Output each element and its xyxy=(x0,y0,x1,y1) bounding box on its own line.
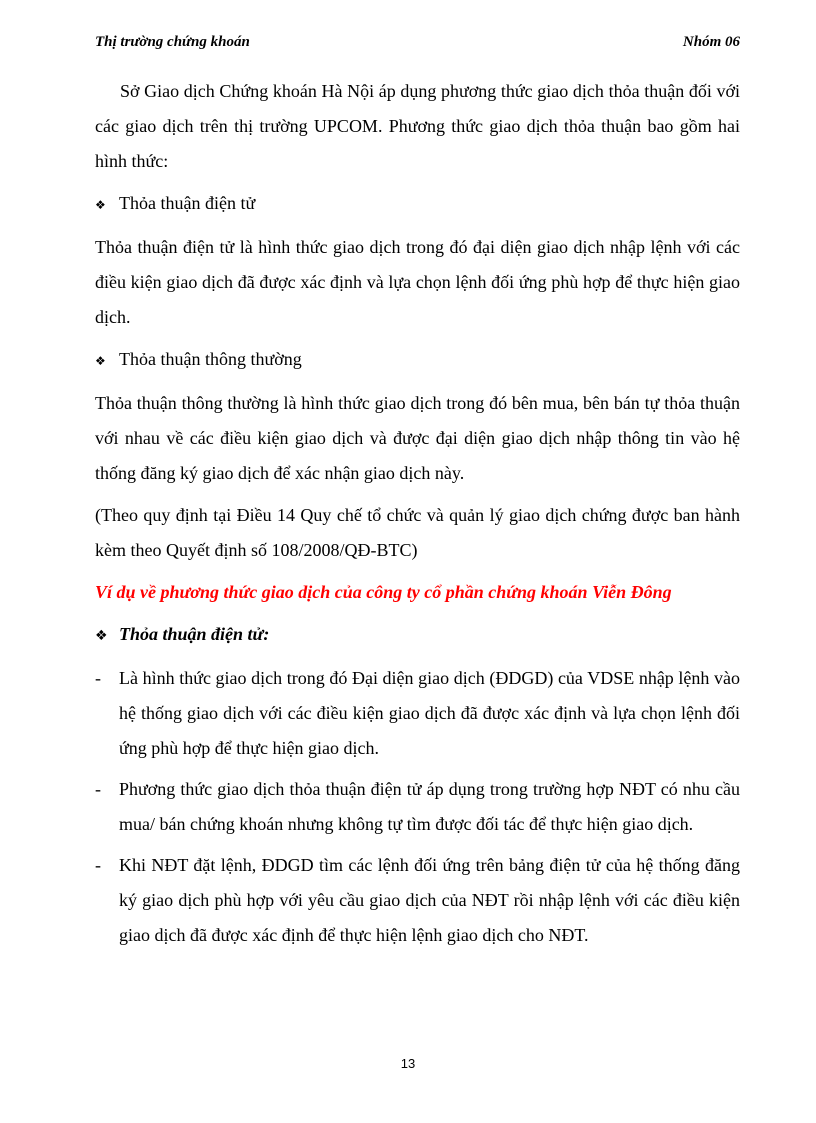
electronic-description: Thỏa thuận điện tử là hình thức giao dịch trong đó đại diện giao dịch nhập lệnh với các điều kiện giao dịch đã được xác định và lựa chọn lệnh đối ứng phù hợp để thực hiện giao dịch. xyxy=(95,237,740,327)
diamond-bullet-icon: ❖ xyxy=(95,628,108,644)
list-item-text: Khi NĐT đặt lệnh, ĐDGD tìm các lệnh đối ứng trên bảng điện tử của hệ thống đăng ký giao dịch phù hợp với yêu cầu giao dịch của NĐT rồi nhập lệnh với các điều kiện giao dịch đã được xác định để thực hiện lệnh giao dịch cho NĐT. xyxy=(119,855,740,945)
header-group: Nhóm 06 xyxy=(682,34,740,50)
normal-description: Thỏa thuận thông thường là hình thức giao dịch trong đó bên mua, bên bán tự thỏa thuận với nhau về các điều kiện giao dịch và được đại diện giao dịch nhập thông tin vào hệ thống đăng ký giao dịch để xác nhận giao dịch này. xyxy=(95,393,740,483)
example-subheading-label: Thỏa thuận điện tử: xyxy=(119,624,270,644)
list-item xyxy=(95,772,740,842)
bullet-normal xyxy=(95,342,740,379)
list-item xyxy=(95,848,740,953)
page-content xyxy=(95,74,740,959)
bullet-electronic xyxy=(95,186,740,223)
bullet-electronic-label: Thỏa thuận điện tử xyxy=(119,193,256,213)
dash-marker: - xyxy=(95,779,101,799)
citation-paragraph: (Theo quy định tại Điều 14 Quy chế tổ chức và quản lý giao dịch chứng được ban hành kèm theo Quyết định số 108/2008/QĐ-BTC) xyxy=(95,505,740,560)
list-item-text: Phương thức giao dịch thỏa thuận điện tử áp dụng trong trường hợp NĐT có nhu cầu mua/ bán chứng khoán nhưng không tự tìm được đối tác để thực hiện giao dịch. xyxy=(119,779,740,834)
header-title: Thị trường chứng khoán xyxy=(95,34,250,50)
list-item xyxy=(95,661,740,766)
dash-marker: - xyxy=(95,668,101,688)
diamond-bullet-icon: ❖ xyxy=(95,354,106,368)
list-item-text: Là hình thức giao dịch trong đó Đại diện giao dịch (ĐDGD) của VDSE nhập lệnh vào hệ thống giao dịch với các điều kiện giao dịch đã được xác định và lựa chọn lệnh đối ứng phù hợp để thực hiện giao dịch. xyxy=(119,668,740,758)
diamond-bullet-icon: ❖ xyxy=(95,198,106,212)
page-header xyxy=(95,34,740,56)
page-number: 13 xyxy=(400,1056,416,1071)
intro-paragraph: Sở Giao dịch Chứng khoán Hà Nội áp dụng phương thức giao dịch thỏa thuận đối với các giao dịch trên thị trường UPCOM. Phương thức giao dịch thỏa thuận bao gồm hai hình thức: xyxy=(95,81,740,171)
example-title: Ví dụ về phương thức giao dịch của công ty cổ phần chứng khoán Viễn Đông xyxy=(95,582,672,602)
bullet-normal-label: Thỏa thuận thông thường xyxy=(119,349,302,369)
example-subheading xyxy=(95,617,740,654)
dash-marker: - xyxy=(95,855,101,875)
